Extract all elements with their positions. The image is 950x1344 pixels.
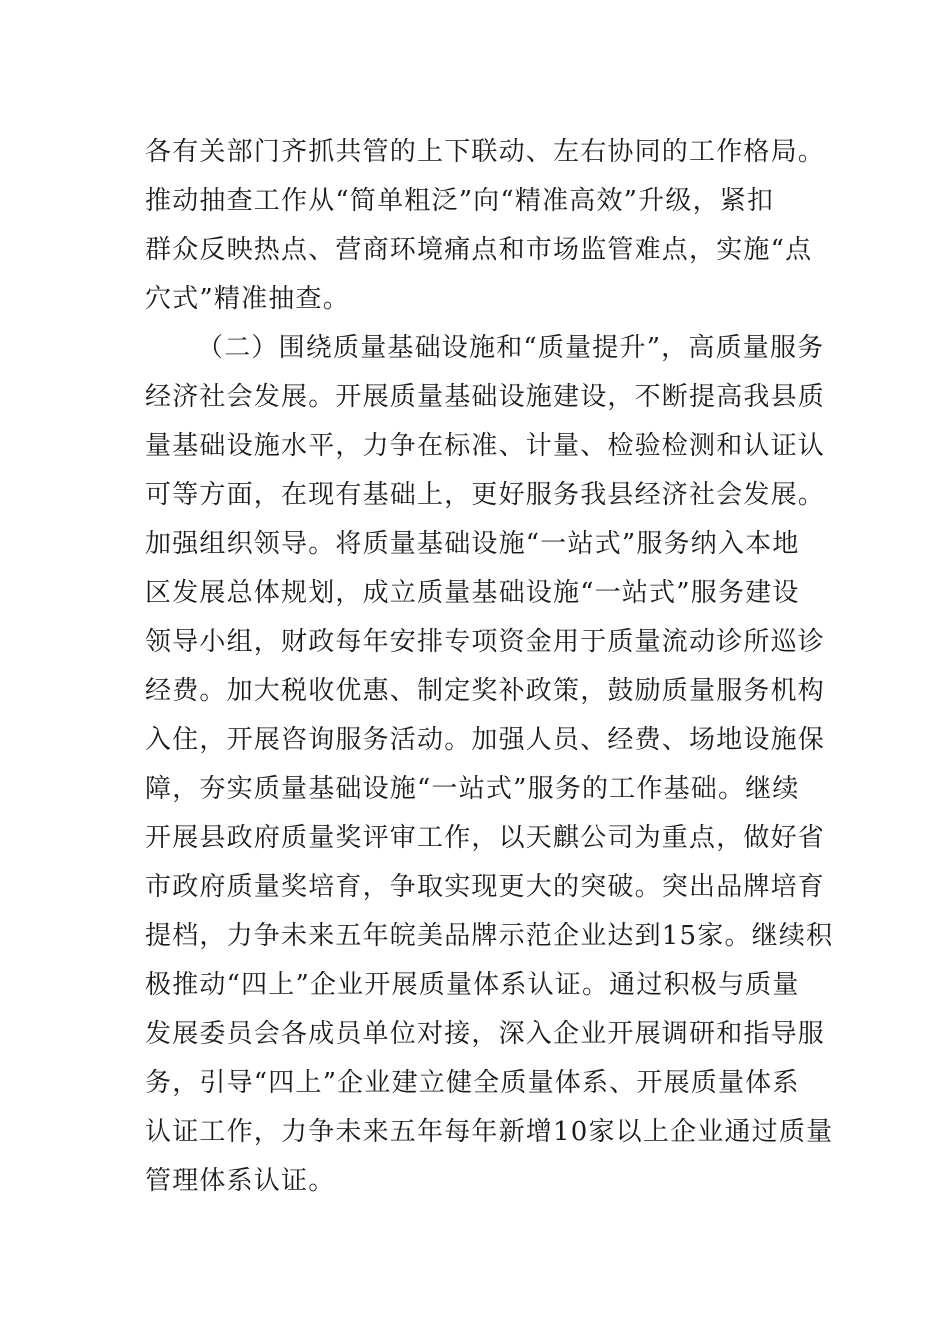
text-line: 量基础设施水平，力争在标准、计量、检验检测和认证认 — [145, 431, 826, 461]
text-line: 提档，力争未来五年皖美品牌示范企业达到15家。继续积 — [145, 921, 834, 951]
text-line: 极推动“四上”企业开展质量体系认证。通过积极与质量 — [145, 970, 800, 1000]
text-line: 领导小组，财政每年安排专项资金用于质量流动诊所巡诊 — [145, 627, 826, 657]
text-line: 可等方面，在现有基础上，更好服务我县经济社会发展。 — [145, 480, 826, 510]
text-line: 务，引导“四上”企业建立健全质量体系、开展质量体系 — [145, 1068, 800, 1098]
text-line: 各有关部门齐抓共管的上下联动、左右协同的工作格局。 — [145, 137, 826, 167]
text-line: 发展委员会各成员单位对接，深入企业开展调研和指导服 — [145, 1019, 826, 1049]
text-line: 市政府质量奖培育，争取实现更大的突破。突出品牌培育 — [145, 872, 826, 902]
section-heading-line: （二）围绕质量基础设施和“质量提升”，高质量服务 — [197, 333, 825, 363]
text-line: 入住，开展咨询服务活动。加强人员、经费、场地设施保 — [145, 725, 826, 755]
body-text — [145, 128, 834, 1206]
text-line: 管理体系认证。 — [145, 1166, 336, 1196]
text-line: 加强组织领导。将质量基础设施“一站式”服务纳入本地 — [145, 529, 800, 559]
text-line: 经济社会发展。开展质量基础设施建设，不断提高我县质 — [145, 382, 826, 412]
text-line: 推动抽查工作从“简单粗泛”向“精准高效”升级，紧扣 — [145, 186, 775, 216]
text-line: 穴式”精准抽查。 — [145, 284, 350, 314]
text-line: 群众反映热点、营商环境痛点和市场监管难点，实施“点 — [145, 235, 813, 265]
text-line: 开展县政府质量奖评审工作，以天麒公司为重点，做好省 — [145, 823, 826, 853]
text-line: 障，夯实质量基础设施“一站式”服务的工作基础。继续 — [145, 774, 800, 804]
text-line: 认证工作，力争未来五年每年新增10家以上企业通过质量 — [145, 1117, 834, 1147]
text-line: 区发展总体规划，成立质量基础设施“一站式”服务建设 — [145, 578, 800, 608]
text-line: 经费。加大税收优惠、制定奖补政策，鼓励质量服务机构 — [145, 676, 826, 706]
